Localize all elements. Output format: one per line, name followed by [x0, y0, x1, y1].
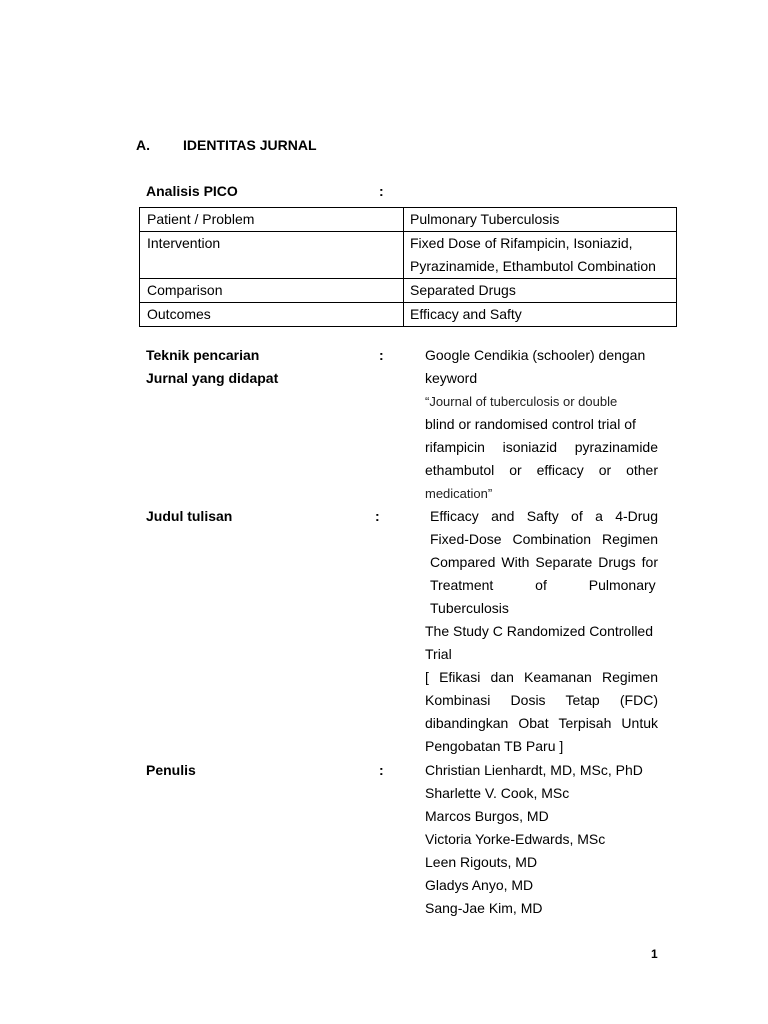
judul-title: [425, 505, 658, 620]
pico-key: Intervention: [140, 232, 404, 279]
pico-table: [139, 207, 677, 327]
penulis-colon: :: [379, 762, 384, 778]
judul-translation-line: Pengobatan TB Paru ]: [425, 738, 564, 754]
teknik-label-line: Teknik pencarian: [146, 347, 260, 363]
judul-translation-line: Kombinasi Dosis Tetap (FDC): [425, 692, 658, 708]
judul-title-line: Tuberculosis: [430, 600, 509, 616]
judul-value: [425, 505, 658, 758]
penulis-label: Penulis: [146, 762, 196, 778]
judul-title-line: Treatment of Pulmonary: [430, 577, 656, 593]
teknik-keyword-line: “Journal of tuberculosis or double: [425, 394, 618, 409]
table-row: [140, 303, 677, 327]
judul-title-line: Fixed-Dose Combination Regimen: [430, 531, 658, 547]
author-item: Sang-Jae Kim, MD: [425, 900, 543, 916]
teknik-keyword-line: blind or randomised control trial of: [425, 416, 636, 432]
judul-colon: :: [375, 508, 380, 524]
judul-subtitle-line: Trial: [425, 646, 452, 662]
teknik-line: keyword: [425, 370, 478, 386]
author-item: Gladys Anyo, MD: [425, 877, 534, 893]
author-item: Marcos Burgos, MD: [425, 808, 549, 824]
judul-subtitle-line: The Study C Randomized Controlled: [425, 623, 654, 639]
author-item: Leen Rigouts, MD: [425, 854, 538, 870]
author-item: Christian Lienhardt, MD, MSc, PhD: [425, 762, 643, 778]
pico-key: Outcomes: [140, 303, 404, 327]
pico-key: Patient / Problem: [140, 208, 404, 232]
pico-value: Separated Drugs: [404, 279, 677, 303]
judul-title-line: Efficacy and Safty of a 4-Drug: [430, 508, 658, 524]
teknik-keyword-line: rifampicin isoniazid pyrazinamide: [425, 439, 658, 455]
teknik-keyword-line: medication”: [425, 486, 493, 501]
teknik-line: Google Cendikia (schooler) dengan: [425, 347, 646, 363]
teknik-colon: :: [379, 347, 384, 363]
pico-key: Comparison: [140, 279, 404, 303]
teknik-value: [425, 344, 658, 505]
pico-colon: :: [379, 183, 384, 199]
pico-label: Analisis PICO: [146, 183, 238, 199]
pico-value: [404, 232, 677, 279]
section-title: IDENTITAS JURNAL: [183, 137, 317, 153]
section-heading: [136, 136, 317, 154]
teknik-label-line: Jurnal yang didapat: [146, 370, 279, 386]
table-row: [140, 279, 677, 303]
pico-value: Pulmonary Tuberculosis: [404, 208, 677, 232]
pico-value: Efficacy and Safty: [404, 303, 677, 327]
pico-value-line: Pyrazinamide, Ethambutol Combination: [410, 258, 656, 274]
judul-label: Judul tulisan: [146, 508, 233, 524]
judul-translation-line: [ Efikasi dan Keamanan Regimen: [425, 669, 658, 685]
author-item: Victoria Yorke-Edwards, MSc: [425, 831, 606, 847]
teknik-keyword-line: ethambutol or efficacy or other: [425, 462, 658, 478]
page-number: 1: [651, 947, 658, 961]
section-number: A.: [136, 137, 150, 153]
judul-title-line: Compared With Separate Drugs for: [430, 554, 658, 570]
pico-value-line: Fixed Dose of Rifampicin, Isoniazid,: [410, 235, 633, 251]
judul-translation-line: dibandingkan Obat Terpisah Untuk: [425, 715, 658, 731]
author-item: Sharlette V. Cook, MSc: [425, 785, 570, 801]
table-row: [140, 232, 677, 279]
table-row: [140, 208, 677, 232]
teknik-label: [146, 344, 278, 390]
author-list: [425, 759, 658, 920]
